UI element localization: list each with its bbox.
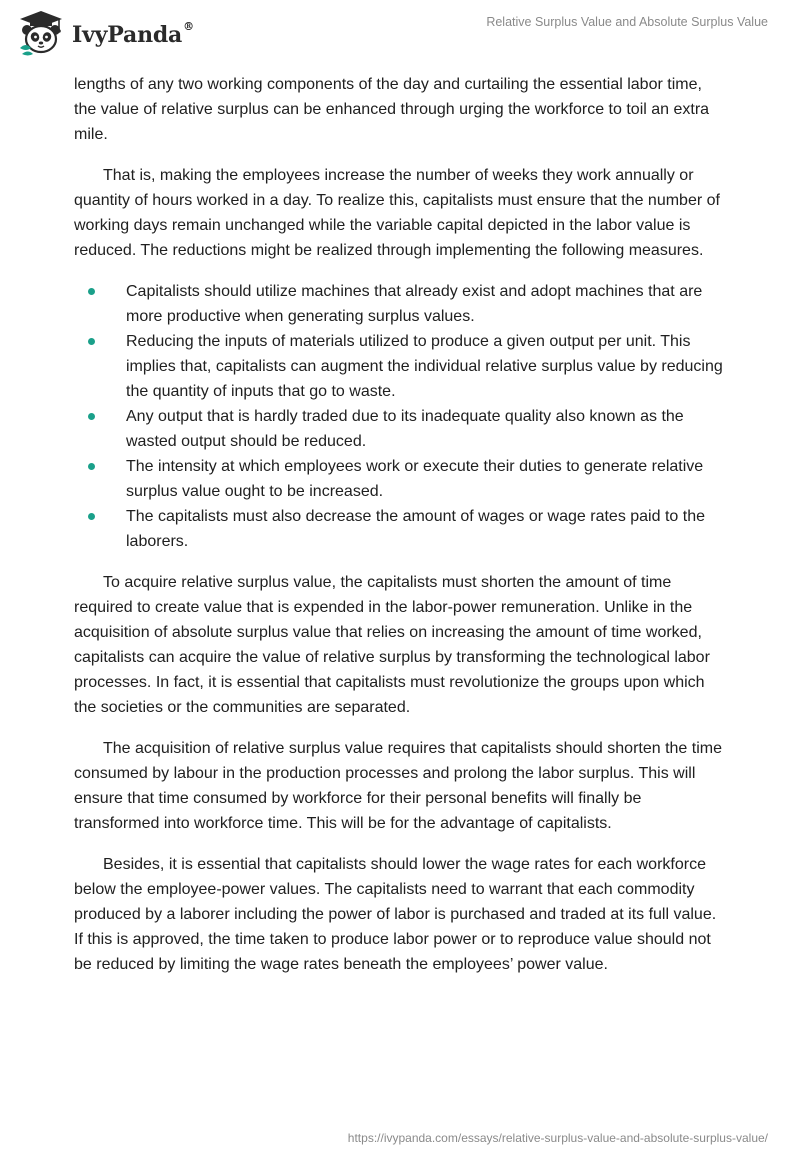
list-item-text: The capitalists must also decrease the amount of wages or wage rates paid to the laborers. <box>126 508 705 550</box>
essay-body <box>74 72 726 993</box>
source-url[interactable]: https://ivypanda.com/essays/relative-surplus-value-and-absolute-surplus-value/ <box>347 1131 768 1145</box>
logo-text: IvyPanda® <box>72 20 194 48</box>
paragraph-5: Besides, it is essential that capitalists should lower the wage rates for each workforce below the employee-power values. The capitalists need to warrant that each commodity produced by a laborer including the power of labor is purchased and traded at its full value. If this is approved, the time taken to produce labor power or to reproduce value should not be reduced by limiting the wage rates beneath the employees’ power value. <box>74 856 717 973</box>
page-header <box>0 0 800 70</box>
list-item <box>74 329 726 404</box>
list-item <box>74 279 726 329</box>
paragraph-3: To acquire relative surplus value, the capitalists must shorten the amount of time required to create value that is expended in the labor-power remuneration. Unlike in the acquisition of absolute surplus value that relies on increasing the amount of time worked, capitalists can acquire the value of relative surplus by transforming the technological labor processes. In fact, it is essential that capitalists must revolutionize the groups upon which the societies or the communities are separated. <box>74 574 710 716</box>
list-item <box>74 404 726 454</box>
bullet-icon <box>88 288 95 295</box>
list-item-text: Capitalists should utilize machines that already exist and adopt machines that are more productive when generating surplus values. <box>126 283 703 325</box>
list-item <box>74 454 726 504</box>
document-title: Relative Surplus Value and Absolute Surplus Value <box>486 15 768 29</box>
list-item <box>74 504 726 554</box>
bullet-icon <box>88 463 95 470</box>
bullet-icon <box>88 413 95 420</box>
list-item-text: Reducing the inputs of materials utilized to produce a given output per unit. This implies that, capitalists can augment the individual relative surplus value by reducing the quantity of inputs that go to waste. <box>126 333 723 400</box>
measures-list <box>74 279 726 554</box>
bullet-icon <box>88 338 95 345</box>
list-item-text: The intensity at which employees work or execute their duties to generate relative surplus value ought to be increased. <box>126 458 704 500</box>
paragraph-2: That is, making the employees increase the number of weeks they work annually or quantity of hours worked in a day. To realize this, capitalists must ensure that the number of working days remain unchanged while the variable capital depicted in the labor value is reduced. The reductions might be realized through implementing the following measures. <box>74 167 720 259</box>
panda-graduate-icon <box>16 8 66 58</box>
bullet-icon <box>88 513 95 520</box>
ivypanda-logo[interactable] <box>16 8 194 58</box>
paragraph-1: lengths of any two working components of the day and curtailing the essential labor time, the value of relative surplus can be enhanced through urging the workforce to toil an extra mile. <box>74 76 710 143</box>
list-item-text: Any output that is hardly traded due to its inadequate quality also known as the wasted output should be reduced. <box>126 408 684 450</box>
paragraph-4: The acquisition of relative surplus value requires that capitalists should shorten the time consumed by labour in the production processes and prolong the labor surplus. This will ensure that time consumed by workforce for their personal benefits will finally be transformed into workforce time. This will be for the advantage of capitalists. <box>74 740 722 832</box>
